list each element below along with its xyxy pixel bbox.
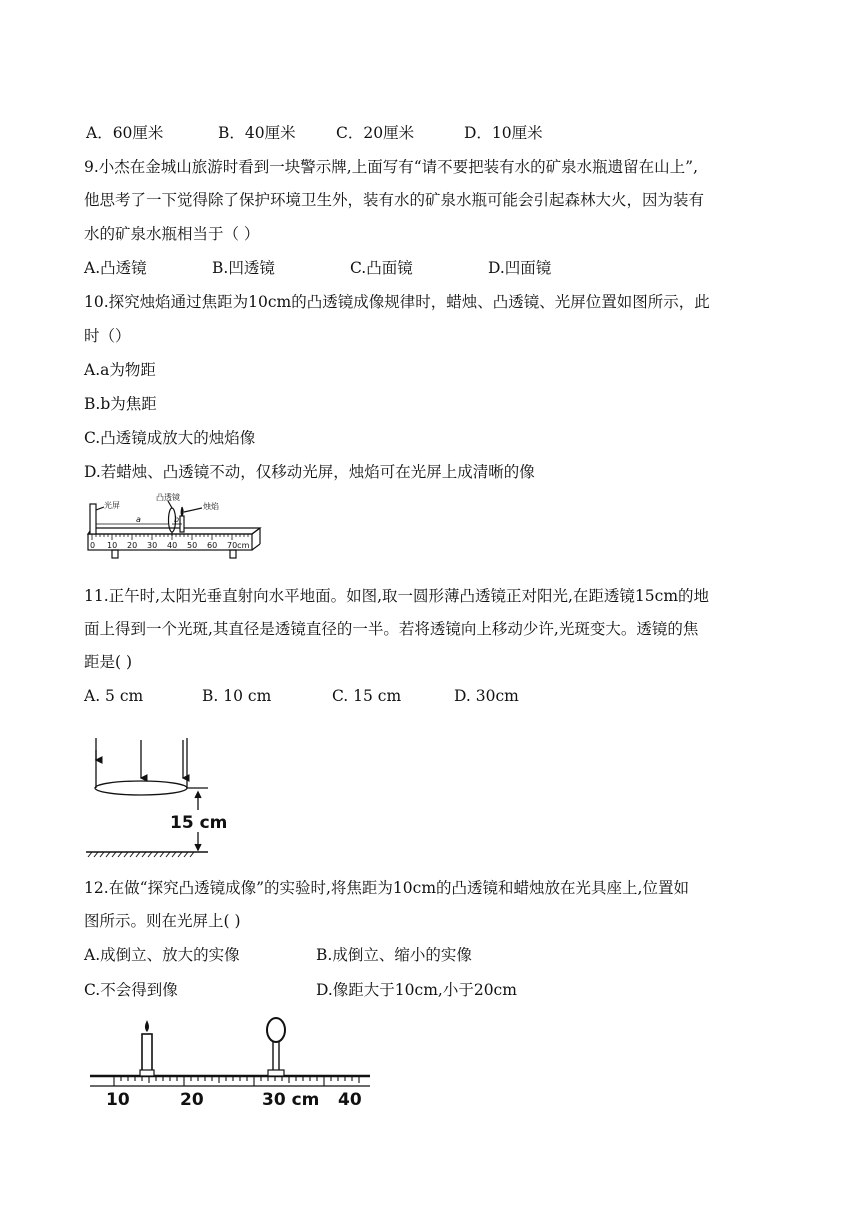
q10-option-a: A.a为物距: [84, 361, 156, 379]
lens-shape: [267, 1018, 285, 1042]
q10-option-b: B.b为焦距: [84, 395, 157, 413]
scale-label: 60: [207, 541, 218, 550]
q8-option-b: B．40厘米: [218, 124, 296, 142]
q9-option-d: D.凹面镜: [488, 259, 552, 277]
q11-option-a: A. 5 cm: [84, 687, 144, 705]
q12-question-line-2: 图所示。则在光屏上( ): [84, 912, 241, 930]
q10-optical-bench-figure: [84, 490, 264, 572]
q8-option-c: C．20厘米: [336, 124, 415, 142]
scale-label: 10: [107, 541, 118, 550]
scale-label: 40: [167, 541, 178, 550]
q11-question-line-1: 11.正午时,太阳光垂直射向水平地面。如图,取一圆形薄凸透镜正对阳光,在距透镜15cm的地: [84, 587, 710, 605]
distance-label: 15 cm: [170, 813, 228, 833]
candle-label: 烛焰: [203, 502, 219, 511]
q12-option-b: B.成倒立、缩小的实像: [316, 946, 472, 964]
scale-label: 10: [106, 1090, 130, 1110]
q11-question-line-2: 面上得到一个光斑,其直径是透镜直径的一半。若将透镜向上移动少许,光斑变大。透镜的焦: [84, 620, 699, 638]
scale-label: 40: [338, 1090, 362, 1110]
q12-optical-bench-figure: [84, 1010, 374, 1115]
q10-question-line-1: 10.探究烛焰通过焦距为10cm的凸透镜成像规律时，蜡烛、凸透镜、光屏位置如图所示，此: [84, 293, 710, 311]
screen-label: 光屏: [104, 501, 120, 510]
lens-label: 凸透镜: [156, 493, 180, 502]
q11-option-c: C. 15 cm: [332, 687, 402, 705]
q11-option-d: D. 30cm: [454, 687, 519, 705]
scale-label: 50: [187, 541, 198, 550]
q12-option-d: D.像距大于10cm,小于20cm: [316, 981, 517, 999]
scale-label: 0: [90, 541, 96, 550]
q9-question-line-1: 9.小杰在金城山旅游时看到一块警示牌,上面写有“请不要把装有水的矿泉水瓶遗留在山上”,: [84, 158, 698, 176]
screen-shape: [90, 504, 96, 534]
scale-label: 20: [180, 1090, 204, 1110]
q11-lens-figure: [84, 730, 254, 862]
q9-option-c: C.凸面镜: [350, 259, 413, 277]
scale-label: 30: [147, 541, 158, 550]
q9-option-a: A.凸透镜: [84, 259, 147, 277]
q10-option-c: C.凸透镜成放大的烛焰像: [84, 429, 256, 447]
q9-option-b: B.凹透镜: [212, 259, 275, 277]
candle-shape: [142, 1034, 152, 1072]
q12-question-line-1: 12.在做“探究凸透镜成像”的实验时,将焦距为10cm的凸透镜和蜡烛放在光具座上,位置如: [84, 879, 689, 897]
q12-option-a: A.成倒立、放大的实像: [84, 946, 240, 964]
a-label: a: [136, 515, 141, 524]
q10-option-d: D.若蜡烛、凸透镜不动，仅移动光屏，烛焰可在光屏上成清晰的像: [84, 463, 535, 481]
lens-shape: [95, 781, 187, 795]
q8-option-d: D．10厘米: [464, 124, 543, 142]
q9-question-line-2: 他思考了一下觉得除了保护环境卫生外，装有水的矿泉水瓶可能会引起森林大火，因为装有: [84, 191, 705, 209]
scale-label: 70cm: [227, 541, 250, 550]
b-label: b: [174, 515, 180, 524]
q9-question-line-3: 水的矿泉水瓶相当于（ ）: [84, 225, 260, 243]
scale-label: 20: [127, 541, 138, 550]
q11-question-line-3: 距是( ): [84, 653, 133, 671]
q11-option-b: B. 10 cm: [202, 687, 272, 705]
q12-option-c: C.不会得到像: [84, 981, 178, 999]
q10-question-line-2: 时（）: [84, 327, 131, 345]
scale-label: 30 cm: [262, 1090, 320, 1110]
q8-option-a: A．60厘米: [86, 124, 164, 142]
